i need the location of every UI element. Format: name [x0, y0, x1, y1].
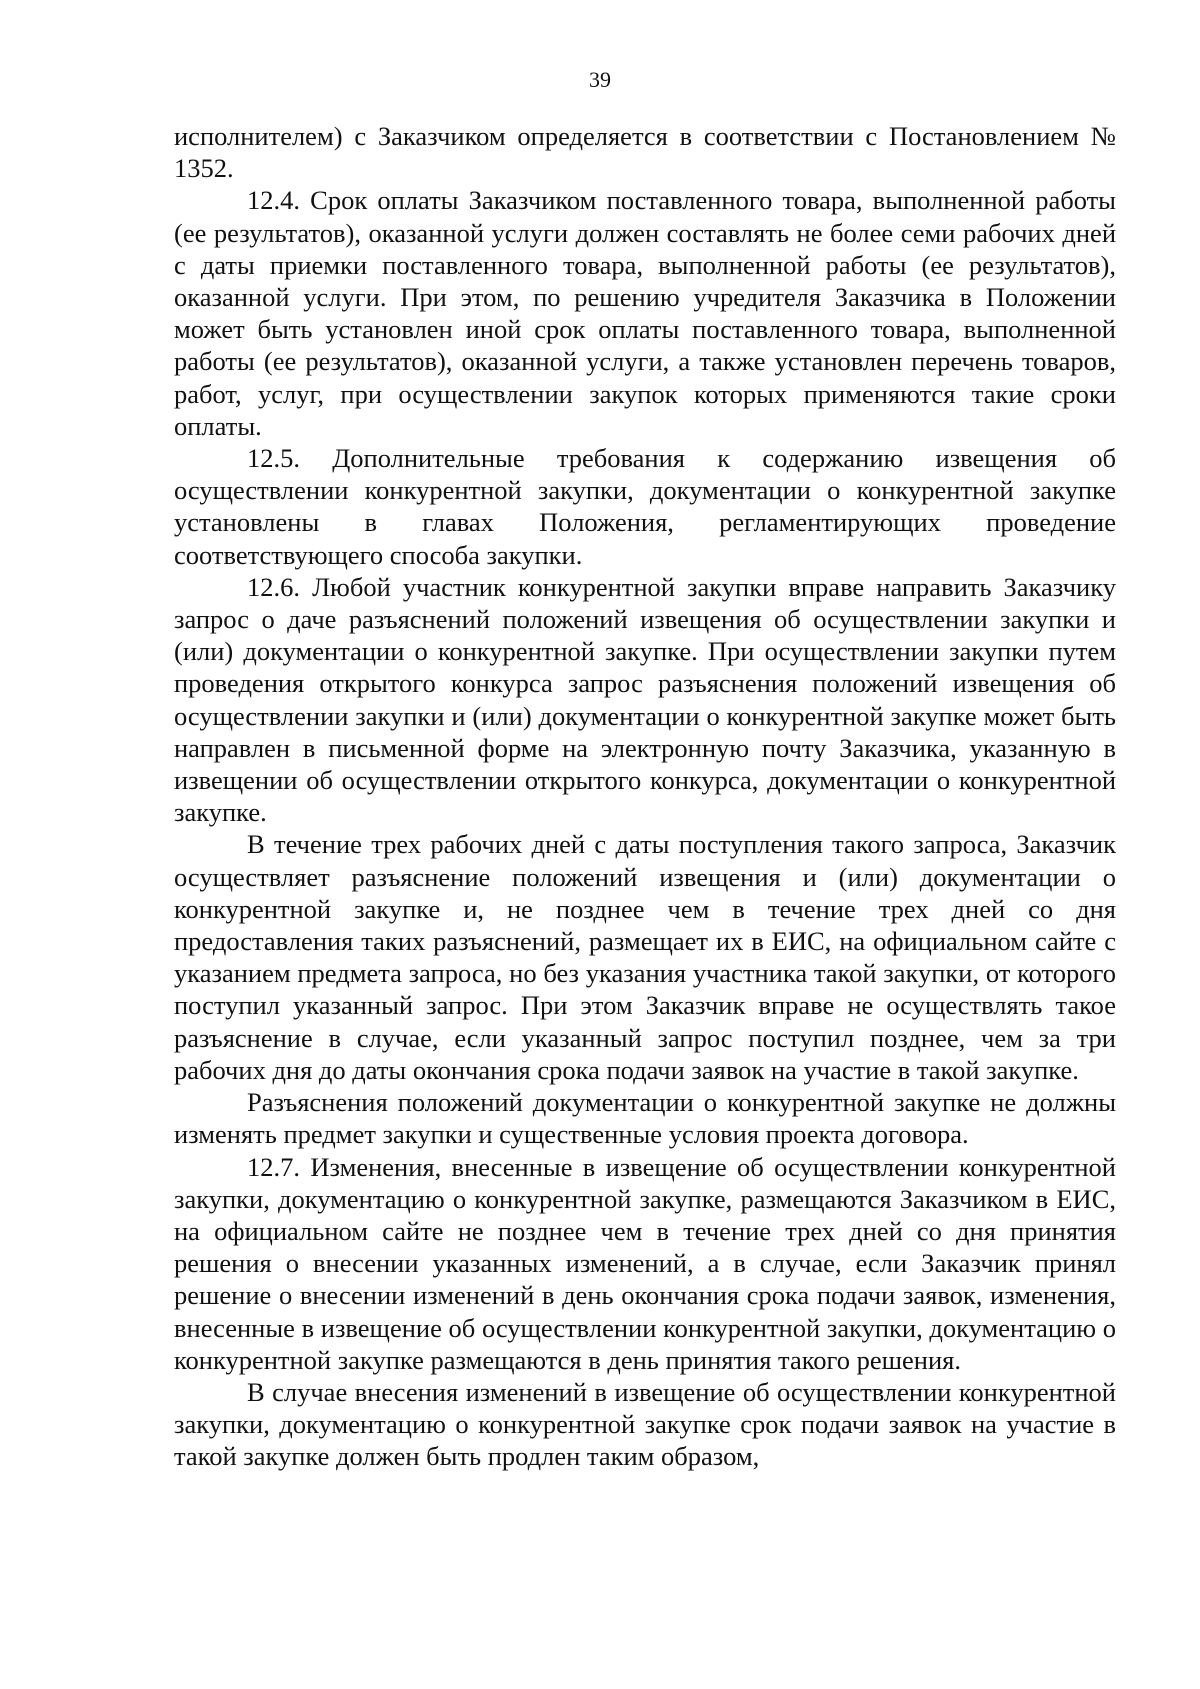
- page-number: 39: [589, 67, 611, 92]
- paragraph-12-5: 12.5. Дополнительные требования к содержанию извещения об осуществлении конкурентной закупки, документации о конкурентной закупке установлены в главах Положения, регламентирующих проведение соответствующего способа закупки.: [174, 443, 1116, 570]
- paragraph-12-6: 12.6. Любой участник конкурентной закупки вправе направить Заказчику запрос о даче разъяснений положений извещения об осуществлении закупки и (или) документации о конкурентной закупке. При осуществлении закупки путем проведения открытого конкурса запрос разъяснения положений извещения об осуществлении закупки и (или) документации о конкурентной закупке может быть направлен в письменной форме на электронную почту Заказчика, указанную в извещении об осуществлении открытого конкурса, документации о конкурентной закупке.: [174, 571, 1116, 828]
- paragraph-12-6-response: В течение трех рабочих дней с даты поступления такого запроса, Заказчик осуществляет разъяснение положений извещения и (или) документации о конкурентной закупке и, не позднее чем в течение трех дней со дня предоставления таких разъяснений, размещает их в ЕИС, на официальном сайте с указанием предмета запроса, но без указания участника такой закупки, от которого поступил указанный запрос. При этом Заказчик вправе не осуществлять такое разъяснение в случае, если указанный запрос поступил позднее, чем за три рабочих дня до даты окончания срока подачи заявок на участие в такой закупке.: [174, 829, 1116, 1085]
- document-body: [174, 120, 1116, 1473]
- paragraph-12-7-extension: В случае внесения изменений в извещение об осуществлении конкурентной закупки, документацию о конкурентной закупке срок подачи заявок на участие в такой закупке должен быть продлен таким образом,: [174, 1376, 1116, 1472]
- paragraph-12-6-clarifications: Разъяснения положений документации о конкурентной закупке не должны изменять предмет закупки и существенные условия проекта договора.: [174, 1087, 1116, 1150]
- paragraph-continuation: исполнителем) с Заказчиком определяется в соответствии с Постановлением № 1352.: [174, 121, 1116, 184]
- paragraph-12-7: 12.7. Изменения, внесенные в извещение об осуществлении конкурентной закупки, документацию о конкурентной закупке, размещаются Заказчиком в ЕИС, на официальном сайте не позднее чем в течение трех дней со дня принятия решения о внесении указанных изменений, а в случае, если Заказчик принял решение о внесении изменений в день окончания срока подачи заявок, изменения, внесенные в извещение об осуществлении конкурентной закупки, документацию о конкурентной закупке размещаются в день принятия такого решения.: [174, 1151, 1116, 1375]
- paragraph-12-4: 12.4. Срок оплаты Заказчиком поставленного товара, выполненной работы (ее результатов), оказанной услуги должен составлять не более семи рабочих дней с даты приемки поставленного товара, выполненной работы (ее результатов), оказанной услуги. При этом, по решению учредителя Заказчика в Положении может быть установлен иной срок оплаты поставленного товара, выполненной работы (ее результатов), оказанной услуги, а также установлен перечень товаров, работ, услуг, при осуществлении закупок которых применяются такие сроки оплаты.: [174, 185, 1116, 441]
